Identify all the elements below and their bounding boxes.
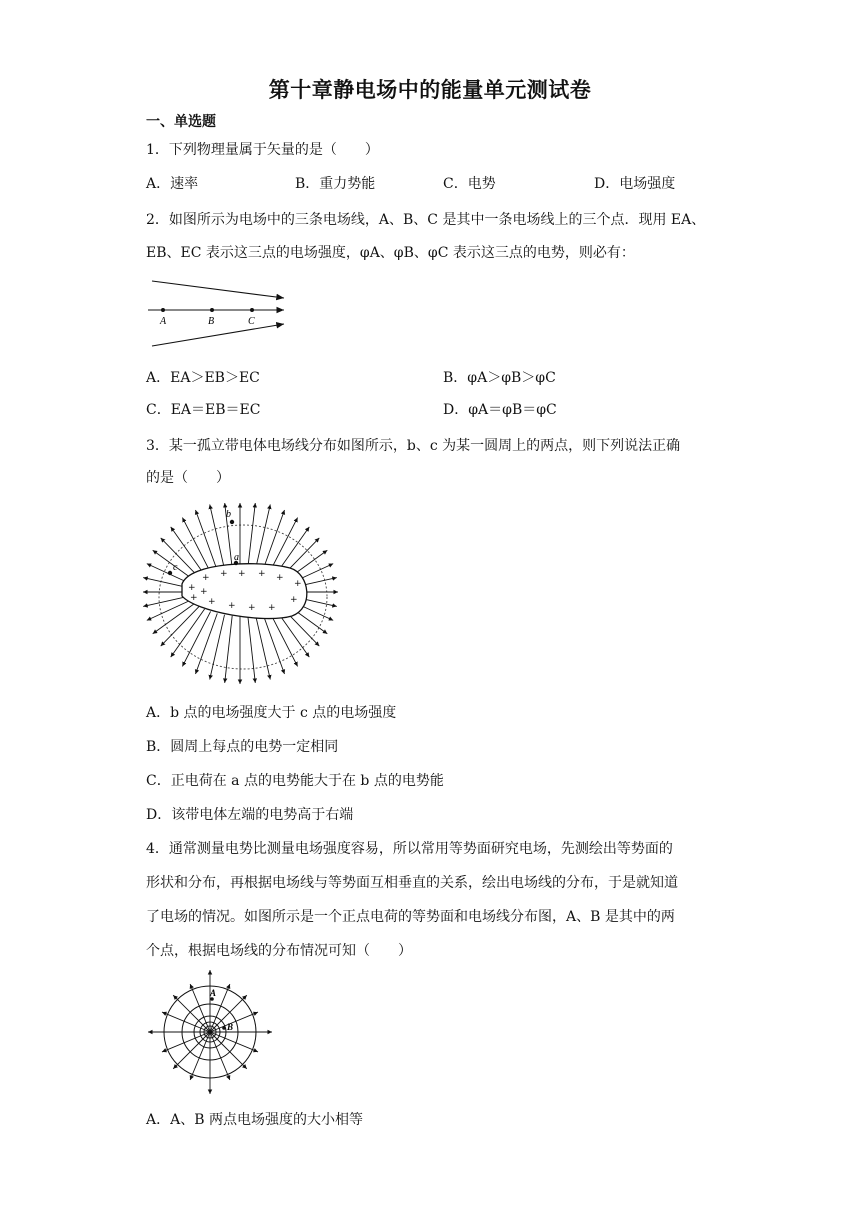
plus-sign: +	[208, 597, 216, 607]
field-line	[210, 505, 225, 570]
q2-option-d[interactable]: D．φA＝φB＝φC	[443, 402, 557, 418]
field-line	[263, 613, 285, 674]
question-4-line-4: 个点，根据电场线的分布情况可知（ ）	[146, 943, 412, 959]
point-c-dot	[250, 308, 254, 312]
point-b-dot	[230, 520, 234, 524]
question-4-line-1: 4．通常测量电势比测量电场强度容易，所以常用等势面研究电场，先测绘出等势面的	[146, 841, 673, 857]
plus-sign: +	[294, 579, 302, 589]
question-2-line-2: EB、EC 表示这三点的电场强度，φA、φB、φC 表示这三点的电势，则必有：	[146, 245, 635, 261]
field-line	[248, 503, 256, 568]
plus-sign: +	[190, 593, 198, 603]
q3-charged-body-figure	[140, 500, 346, 694]
field-line-top	[152, 281, 284, 298]
plus-sign: +	[276, 573, 284, 583]
q3-option-c[interactable]: C．正电荷在 a 点的电势能大于在 b 点的电势能	[146, 773, 444, 789]
q1-option-c[interactable]: C．电势	[443, 176, 496, 192]
plus-sign: +	[290, 595, 298, 605]
q2-field-lines-figure	[146, 276, 292, 352]
plus-sign: +	[238, 569, 246, 579]
q3-option-b[interactable]: B．圆周上每点的电势一定相同	[146, 739, 339, 755]
q3-option-a[interactable]: A．b 点的电场强度大于 c 点的电场强度	[146, 705, 397, 721]
field-line	[256, 505, 271, 570]
q1-option-b[interactable]: B．重力势能	[295, 176, 376, 192]
field-line	[210, 615, 225, 680]
point-b-dot	[210, 308, 214, 312]
plus-sign: +	[258, 569, 266, 579]
field-line	[210, 1032, 247, 1069]
q4-point-charge-figure	[144, 968, 276, 1098]
q2-option-a[interactable]: A．EA＞EB＞EC	[146, 370, 260, 386]
field-line	[225, 616, 233, 683]
field-line	[248, 616, 256, 683]
plus-sign: +	[200, 587, 208, 597]
figure-label-c: C	[248, 316, 255, 327]
field-line	[196, 613, 218, 674]
question-4-line-3: 了电场的情况。如图所示是一个正点电荷的等势面和电场线分布图，A、B 是其中的两	[146, 909, 675, 925]
figure-label-a: A	[160, 316, 167, 327]
field-line	[173, 995, 210, 1032]
figure-label-b: b	[226, 509, 231, 520]
field-line	[196, 510, 218, 571]
plus-sign: +	[220, 569, 228, 579]
figure-label-a: a	[234, 552, 239, 563]
question-3-line-2: 的是（ ）	[146, 470, 230, 486]
question-4-line-2: 形状和分布，再根据电场线与等势面互相垂直的关系，绘出电场线的分布，于是就知道	[146, 875, 678, 891]
field-line	[161, 538, 200, 578]
q2-option-b[interactable]: B．φA＞φB＞φC	[443, 370, 556, 386]
q1-option-d[interactable]: D．电场强度	[594, 176, 676, 192]
figure-label-c: c	[173, 562, 178, 573]
question-2-line-1: 2．如图所示为电场中的三条电场线，A、B、C 是其中一条电场线上的三个点．现用 EA、	[146, 212, 706, 228]
field-line	[256, 615, 271, 680]
q4-option-a[interactable]: A．A、B 两点电场强度的大小相等	[146, 1112, 363, 1128]
question-1-stem: 1．下列物理量属于矢量的是（ ）	[146, 142, 379, 158]
page-title: 第十章静电场中的能量单元测试卷	[268, 78, 592, 102]
point-a-dot	[161, 308, 165, 312]
q3-option-d[interactable]: D．该带电体左端的电势高于右端	[146, 807, 354, 823]
point-b-dot	[222, 1026, 226, 1030]
field-line-bottom	[152, 324, 284, 346]
figure-label-b: B	[208, 316, 215, 327]
q1-option-a[interactable]: A．速率	[146, 176, 199, 192]
figure-label-b: B	[227, 1022, 234, 1032]
plus-sign: +	[228, 601, 236, 611]
plus-sign: +	[202, 573, 210, 583]
field-line	[263, 510, 285, 571]
plus-sign: +	[268, 603, 276, 613]
field-line	[173, 1032, 210, 1069]
q2-option-c[interactable]: C．EA＝EB＝EC	[146, 402, 261, 418]
point-c-dot	[168, 571, 172, 575]
plus-sign: +	[188, 583, 196, 593]
field-line	[161, 606, 200, 646]
question-3-line-1: 3．某一孤立带电体电场线分布如图所示，b、c 为某一圆周上的两点，则下列说法正确	[146, 438, 681, 454]
section-heading: 一、单选题	[146, 114, 216, 130]
figure-label-a: A	[210, 988, 217, 998]
plus-sign: +	[248, 603, 256, 613]
